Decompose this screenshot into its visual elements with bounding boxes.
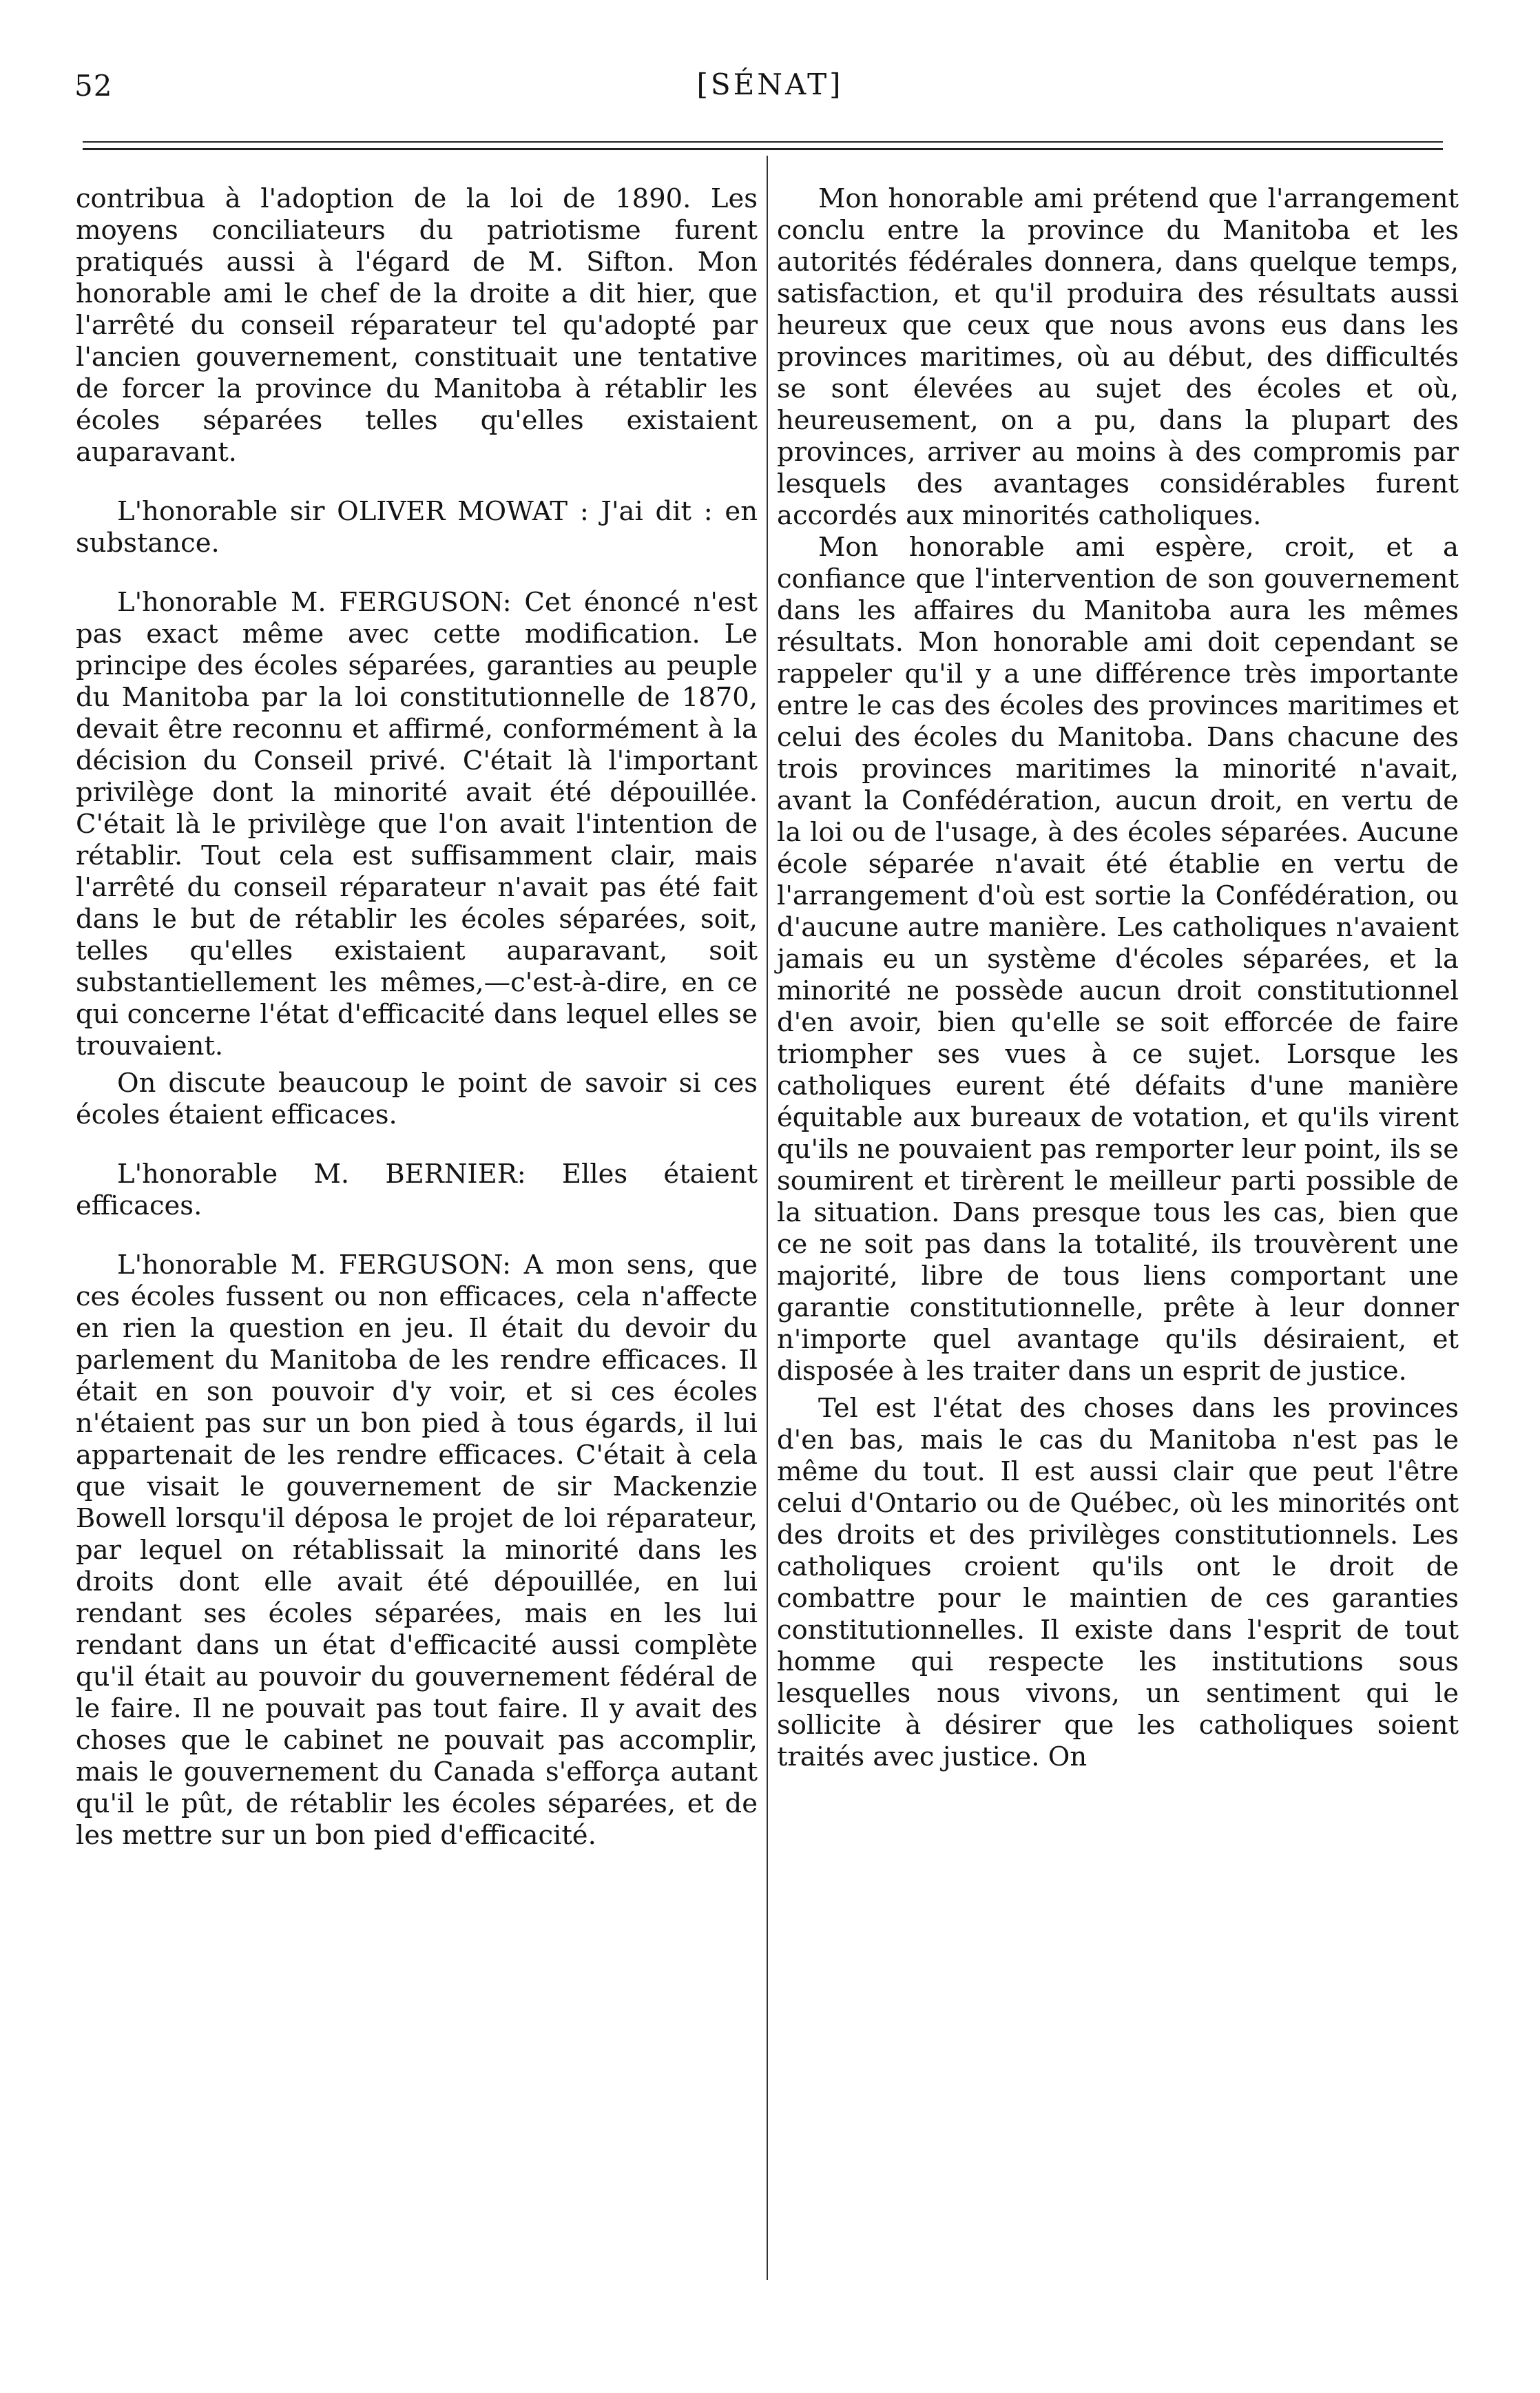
header-rule-thick	[83, 148, 1443, 150]
paragraph: Mon honorable ami espère, croit, et a confiance que l'intervention de son gouvernement dans les affaires du Manitoba aura les mêmes résultats. Mon honorable ami doit cependant se rappeler qu'il y a une différence très importante entre le cas des écoles des provinces maritimes et celui des écoles du Manitoba. Dans chacune des trois provinces maritimes la minorité n'avait, avant la Confédération, aucun droit, en vertu de la loi ou de l'usage, à des écoles séparées. Aucune école séparée n'avait été établie en vertu de l'arrangement d'où est sortie la Confédération, ou d'aucune autre manière. Les catholiques n'avaient jamais eu un système d'écoles séparées, et la minorité ne possède aucun droit constitutionnel d'en avoir, bien qu'elle se soit efforcée de faire triompher ses vues à ce sujet. Lorsque les catholiques eurent été défaits d'une manière équitable aux bureaux de votation, et qu'ils virent qu'ils ne pouvaient pas remporter leur point, ils se soumirent et tirèrent le meilleur parti possible de la situation. Dans presque tous les cas, bien que ce ne soit pas dans la totalité, ils trouvèrent une majorité, libre de tous liens comportant une garantie constitutionnelle, prête à leur donner n'importe quel avantage qu'ils désiraient, et disposée à les traiter dans un esprit de justice.	[777, 532, 1459, 1387]
right-column	[777, 183, 1459, 1773]
paragraph: L'honorable sir OLIVER MOWAT : J'ai dit : en substance.	[76, 496, 758, 559]
paragraph: L'honorable M. FERGUSON: Cet énoncé n'est pas exact même avec cette modification. Le principe des écoles séparées, garanties au peuple du Manitoba par la loi constitutionnelle de 1870, devait être reconnu et affirmé, conformément à la décision du Conseil privé. C'était là l'important privilège dont la minorité avait été dépouillée. C'était là le privilège que l'on avait l'intention de rétablir. Tout cela est suffisamment clair, mais l'arrêté du conseil réparateur n'avait pas été fait dans le but de rétablir les écoles séparées, soit, telles qu'elles existaient auparavant, soit substantiellement les mêmes,—c'est-à-dire, en ce qui concerne l'état d'efficacité dans lequel elles se trouvaient.	[76, 587, 758, 1061]
paragraph: On discute beaucoup le point de savoir si ces écoles étaient efficaces.	[76, 1068, 758, 1130]
column-divider	[767, 156, 768, 2280]
page-number: 52	[74, 69, 113, 103]
left-column	[76, 183, 758, 1852]
header-rule-thin	[83, 141, 1443, 143]
paragraph: L'honorable M. BERNIER: Elles étaient efficaces.	[76, 1159, 758, 1221]
paragraph: L'honorable M. FERGUSON: A mon sens, que ces écoles fussent ou non efficaces, cela n'affecte en rien la question en jeu. Il était du devoir du parlement du Manitoba de les rendre efficaces. Il était en son pouvoir d'y voir, et si ces écoles n'étaient pas sur un bon pied à tous égards, il lui appartenait de les rendre efficaces. C'était à cela que visait le gouvernement de sir Mackenzie Bowell lorsqu'il déposa le projet de loi réparateur, par lequel on rétablissait la minorité dans les droits dont elle avait été dépouillée, en lui rendant ses écoles séparées, mais en les lui rendant dans un état d'efficacité aussi complète qu'il était au pouvoir du gouvernement fédéral de le faire. Il ne pouvait pas tout faire. Il y avait des choses que le cabinet ne pouvait pas accomplir, mais le gouvernement du Canada s'efforça autant qu'il le pût, de rétablir les écoles séparées, et de les mettre sur un bon pied d'efficacité.	[76, 1250, 758, 1851]
paragraph: Mon honorable ami prétend que l'arrangement conclu entre la province du Manitoba et les autorités fédérales donnera, dans quelque temps, satisfaction, et qu'il produira des résultats aussi heureux que ceux que nous avons eus dans les provinces maritimes, où au début, des difficultés se sont élevées au sujet des écoles et où, heureusement, on a pu, dans la plupart des provinces, arriver au moins à des compromis par lesquels des avantages considérables furent accordés aux minorités catholiques.	[777, 183, 1459, 531]
paragraph: contribua à l'adoption de la loi de 1890. Les moyens conciliateurs du patriotisme furent pratiqués aussi à l'égard de M. Sifton. Mon honorable ami le chef de la droite a dit hier, que l'arrêté du conseil réparateur tel qu'adopté par l'ancien gouvernement, constituait une tentative de forcer la province du Manitoba à rétablir les écoles séparées telles qu'elles existaient auparavant.	[76, 183, 758, 468]
paragraph: Tel est l'état des choses dans les provinces d'en bas, mais le cas du Manitoba n'est pas le même du tout. Il est aussi clair que peut l'être celui d'Ontario ou de Québec, où les minorités ont des droits et des privilèges constitutionnels. Les catholiques croient qu'ils ont le droit de combattre pour le maintien de ces garanties constitutionnelles. Il existe dans l'esprit de tout homme qui respecte les institutions sous lesquelles nous vivons, un sentiment qui le sollicite à désirer que les catholiques soient traités avec justice. On	[777, 1393, 1459, 1772]
running-head: [SÉNAT]	[696, 68, 844, 101]
